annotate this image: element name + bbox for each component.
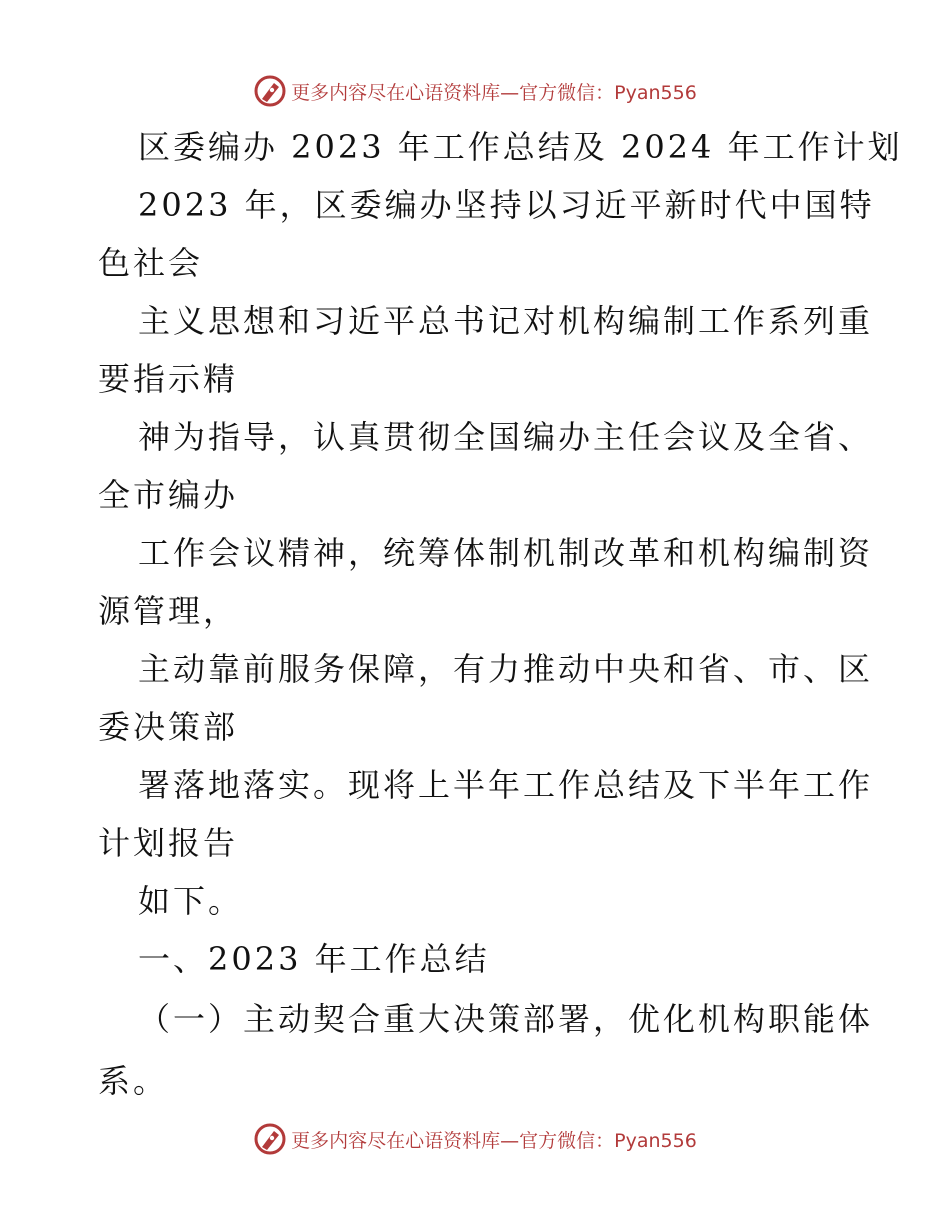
- pen-nib-logo-icon: [253, 74, 287, 108]
- section-heading: 一、2023 年工作总结: [138, 940, 490, 978]
- footer-watermark-banner: [0, 1119, 950, 1159]
- paragraph-line: 神为指导，认真贯彻全国编办主任会议及全省、: [138, 418, 874, 456]
- watermark-text: 更多内容尽在心语资料库—官方微信：Pyan556: [291, 81, 697, 104]
- pen-nib-logo-icon: [253, 1122, 287, 1156]
- paragraph-line: 色社会: [98, 244, 204, 282]
- paragraph-line: 工作会议精神，统筹体制机制改革和机构编制资: [138, 534, 874, 572]
- watermark-text: 更多内容尽在心语资料库—官方微信：Pyan556: [291, 1129, 697, 1152]
- paragraph-line: 系。: [98, 1062, 169, 1100]
- paragraph-line: 署落地落实。现将上半年工作总结及下半年工作: [138, 766, 874, 804]
- subsection-heading: （一）主动契合重大决策部署，优化机构职能体: [138, 1000, 874, 1038]
- document-title: 区委编办 2023 年工作总结及 2024 年工作计划: [138, 128, 903, 166]
- paragraph-line: 全市编办: [98, 476, 239, 514]
- header-watermark-banner: [0, 71, 950, 111]
- paragraph-line: 委决策部: [98, 708, 239, 746]
- paragraph-line: 主义思想和习近平总书记对机构编制工作系列重: [138, 302, 874, 340]
- paragraph-line: 主动靠前服务保障，有力推动中央和省、市、区: [138, 650, 874, 688]
- paragraph-line: 要指示精: [98, 360, 239, 398]
- paragraph-line: 2023 年，区委编办坚持以习近平新时代中国特: [138, 186, 875, 224]
- paragraph-line: 如下。: [138, 882, 244, 920]
- paragraph-line: 计划报告: [98, 824, 239, 862]
- paragraph-line: 源管理，: [98, 592, 239, 630]
